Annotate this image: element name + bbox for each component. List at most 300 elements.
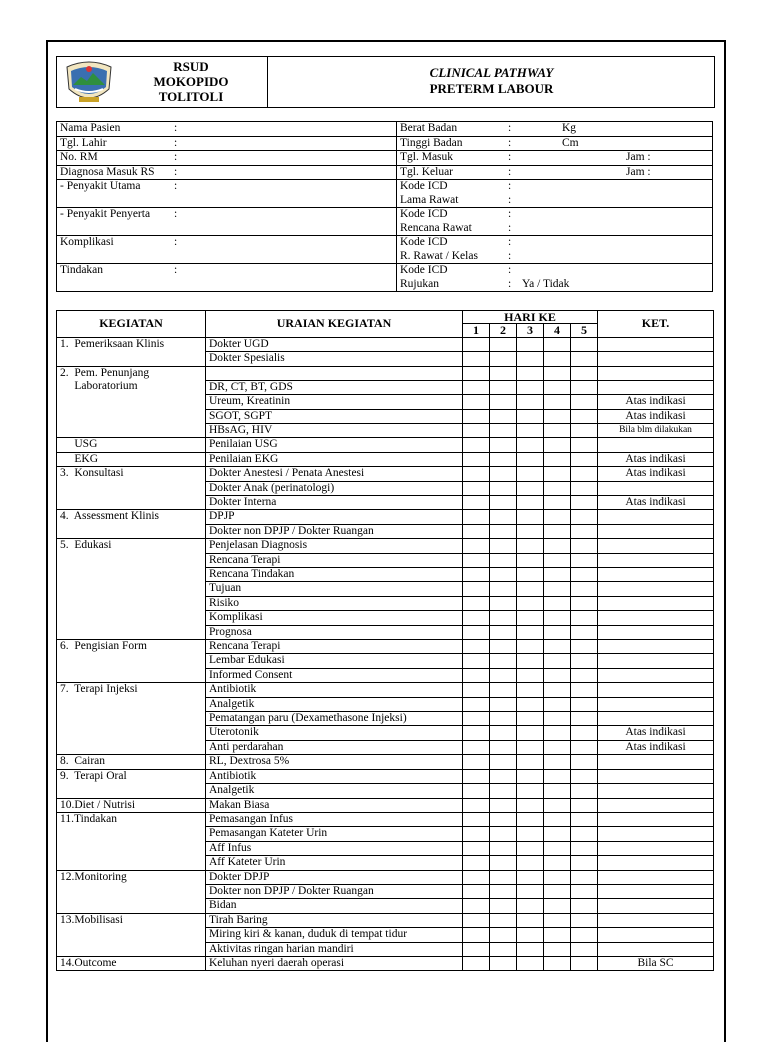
activity-row <box>57 740 714 754</box>
day-checkbox[interactable] <box>517 683 544 697</box>
day-checkbox[interactable] <box>517 942 544 956</box>
day-checkbox[interactable] <box>544 452 571 466</box>
day-checkbox[interactable] <box>571 524 598 538</box>
day-checkbox[interactable] <box>490 827 517 841</box>
day-checkbox[interactable] <box>544 524 571 538</box>
day-header: 3 <box>517 324 544 338</box>
day-checkbox[interactable] <box>517 380 544 394</box>
day-checkbox[interactable] <box>490 568 517 582</box>
day-checkbox[interactable] <box>463 640 490 654</box>
uraian-cell: Analgetik <box>206 784 463 798</box>
activity-row <box>57 812 714 826</box>
kegiatan-cell <box>57 524 206 538</box>
day-checkbox[interactable] <box>571 726 598 740</box>
day-checkbox[interactable] <box>517 697 544 711</box>
day-checkbox[interactable] <box>463 481 490 495</box>
activity-row <box>57 568 714 582</box>
day-checkbox[interactable] <box>463 380 490 394</box>
day-checkbox[interactable] <box>490 784 517 798</box>
day-checkbox[interactable] <box>544 697 571 711</box>
day-checkbox[interactable] <box>571 380 598 394</box>
day-checkbox[interactable] <box>544 812 571 826</box>
day-checkbox[interactable] <box>517 769 544 783</box>
day-checkbox[interactable] <box>571 870 598 884</box>
day-checkbox[interactable] <box>490 913 517 927</box>
day-checkbox[interactable] <box>544 956 571 970</box>
day-checkbox[interactable] <box>490 539 517 553</box>
day-checkbox[interactable] <box>571 913 598 927</box>
day-checkbox[interactable] <box>571 539 598 553</box>
day-header: 1 <box>463 324 490 338</box>
day-checkbox[interactable] <box>490 438 517 452</box>
col-kegiatan-header: KEGIATAN <box>57 311 206 338</box>
day-checkbox[interactable] <box>463 338 490 352</box>
day-checkbox[interactable] <box>490 956 517 970</box>
day-checkbox[interactable] <box>517 452 544 466</box>
day-checkbox[interactable] <box>544 928 571 942</box>
day-checkbox[interactable] <box>571 812 598 826</box>
kegiatan-cell <box>57 712 206 726</box>
day-checkbox[interactable] <box>463 856 490 870</box>
day-checkbox[interactable] <box>571 338 598 352</box>
day-checkbox[interactable] <box>490 928 517 942</box>
info-label: Rencana Rawat <box>400 221 472 234</box>
day-checkbox[interactable] <box>463 668 490 682</box>
day-checkbox[interactable] <box>490 726 517 740</box>
day-checkbox[interactable] <box>490 423 517 437</box>
day-checkbox[interactable] <box>490 524 517 538</box>
day-checkbox[interactable] <box>517 539 544 553</box>
day-checkbox[interactable] <box>490 942 517 956</box>
day-checkbox[interactable] <box>490 625 517 639</box>
day-checkbox[interactable] <box>463 625 490 639</box>
ket-cell <box>598 611 714 625</box>
activity-row <box>57 481 714 495</box>
day-checkbox[interactable] <box>517 654 544 668</box>
day-checkbox[interactable] <box>544 841 571 855</box>
day-checkbox[interactable] <box>571 452 598 466</box>
day-checkbox[interactable] <box>490 769 517 783</box>
day-checkbox[interactable] <box>517 956 544 970</box>
day-checkbox[interactable] <box>463 409 490 423</box>
day-checkbox[interactable] <box>544 395 571 409</box>
day-checkbox[interactable] <box>517 611 544 625</box>
ket-cell: Atas indikasi <box>598 740 714 754</box>
day-checkbox[interactable] <box>490 596 517 610</box>
day-checkbox[interactable] <box>571 956 598 970</box>
day-checkbox[interactable] <box>463 712 490 726</box>
day-checkbox[interactable] <box>463 524 490 538</box>
day-checkbox[interactable] <box>571 495 598 509</box>
day-checkbox[interactable] <box>571 928 598 942</box>
kegiatan-cell <box>57 539 206 553</box>
day-checkbox[interactable] <box>490 510 517 524</box>
day-checkbox[interactable] <box>544 740 571 754</box>
day-checkbox[interactable] <box>490 553 517 567</box>
day-checkbox[interactable] <box>571 625 598 639</box>
day-checkbox[interactable] <box>571 438 598 452</box>
day-checkbox[interactable] <box>463 568 490 582</box>
day-checkbox[interactable] <box>517 467 544 481</box>
day-checkbox[interactable] <box>544 827 571 841</box>
activity-row <box>57 352 714 366</box>
day-checkbox[interactable] <box>517 481 544 495</box>
day-checkbox[interactable] <box>517 553 544 567</box>
uraian-cell: DR, CT, BT, GDS <box>206 380 463 394</box>
ket-cell: Bila SC <box>598 956 714 970</box>
day-checkbox[interactable] <box>490 495 517 509</box>
info-value: Ya / Tidak <box>522 277 570 290</box>
day-checkbox[interactable] <box>571 640 598 654</box>
day-checkbox[interactable] <box>571 654 598 668</box>
day-checkbox[interactable] <box>544 668 571 682</box>
ket-cell <box>598 755 714 769</box>
day-checkbox[interactable] <box>463 366 490 380</box>
ket-cell <box>598 668 714 682</box>
uraian-cell: Dokter Interna <box>206 495 463 509</box>
day-checkbox[interactable] <box>571 884 598 898</box>
day-checkbox[interactable] <box>463 884 490 898</box>
uraian-cell: Pemasangan Infus <box>206 812 463 826</box>
day-checkbox[interactable] <box>463 395 490 409</box>
day-checkbox[interactable] <box>463 769 490 783</box>
day-checkbox[interactable] <box>517 438 544 452</box>
day-checkbox[interactable] <box>463 510 490 524</box>
info-label: Kode ICD <box>400 264 448 276</box>
day-checkbox[interactable] <box>490 712 517 726</box>
uraian-cell: RL, Dextrosa 5% <box>206 755 463 769</box>
patient-info-block: - Penyakit Utama : Kode ICD : Lama Rawat : <box>57 180 713 208</box>
day-checkbox[interactable] <box>544 712 571 726</box>
day-checkbox[interactable] <box>571 740 598 754</box>
uraian-cell: Aktivitas ringan harian mandiri <box>206 942 463 956</box>
day-checkbox[interactable] <box>517 870 544 884</box>
day-checkbox[interactable] <box>517 812 544 826</box>
kegiatan-cell <box>57 452 206 466</box>
uraian-cell: SGOT, SGPT <box>206 409 463 423</box>
day-checkbox[interactable] <box>517 582 544 596</box>
uraian-cell: Antibiotik <box>206 769 463 783</box>
day-checkbox[interactable] <box>571 697 598 711</box>
day-checkbox[interactable] <box>544 625 571 639</box>
activity-row <box>57 395 714 409</box>
info-unit: Kg <box>562 122 577 134</box>
uraian-cell: Dokter non DPJP / Dokter Ruangan <box>206 524 463 538</box>
day-checkbox[interactable] <box>517 668 544 682</box>
day-checkbox[interactable] <box>463 827 490 841</box>
day-checkbox[interactable] <box>490 668 517 682</box>
day-checkbox[interactable] <box>490 683 517 697</box>
day-checkbox[interactable] <box>571 899 598 913</box>
activity-row <box>57 956 714 970</box>
info-label: Nama Pasien <box>60 122 121 134</box>
day-checkbox[interactable] <box>490 395 517 409</box>
day-checkbox[interactable] <box>544 784 571 798</box>
day-checkbox[interactable] <box>571 769 598 783</box>
day-checkbox[interactable] <box>517 841 544 855</box>
day-checkbox[interactable] <box>517 395 544 409</box>
kegiatan-cell <box>57 697 206 711</box>
day-checkbox[interactable] <box>544 640 571 654</box>
ket-cell <box>598 712 714 726</box>
ket-cell <box>598 841 714 855</box>
day-checkbox[interactable] <box>544 596 571 610</box>
day-checkbox[interactable] <box>571 596 598 610</box>
day-checkbox[interactable] <box>463 870 490 884</box>
kegiatan-cell <box>57 870 206 884</box>
pathway-table <box>56 310 714 971</box>
activity-row <box>57 683 714 697</box>
day-checkbox[interactable] <box>463 740 490 754</box>
activity-row <box>57 928 714 942</box>
day-checkbox[interactable] <box>544 568 571 582</box>
day-checkbox[interactable] <box>544 913 571 927</box>
kegiatan-cell <box>57 769 206 783</box>
info-label: Tgl. Lahir <box>60 136 107 149</box>
activity-row <box>57 366 714 380</box>
day-checkbox[interactable] <box>544 338 571 352</box>
day-checkbox[interactable] <box>571 683 598 697</box>
day-checkbox[interactable] <box>571 481 598 495</box>
day-checkbox[interactable] <box>490 352 517 366</box>
day-checkbox[interactable] <box>544 380 571 394</box>
day-checkbox[interactable] <box>571 712 598 726</box>
ket-cell <box>598 913 714 927</box>
day-checkbox[interactable] <box>517 625 544 639</box>
day-checkbox[interactable] <box>463 611 490 625</box>
activity-row <box>57 582 714 596</box>
day-checkbox[interactable] <box>517 338 544 352</box>
day-checkbox[interactable] <box>490 899 517 913</box>
day-checkbox[interactable] <box>571 856 598 870</box>
activity-row <box>57 827 714 841</box>
day-checkbox[interactable] <box>490 812 517 826</box>
day-checkbox[interactable] <box>463 438 490 452</box>
day-checkbox[interactable] <box>490 870 517 884</box>
day-checkbox[interactable] <box>517 568 544 582</box>
ket-cell <box>598 928 714 942</box>
day-checkbox[interactable] <box>544 611 571 625</box>
day-checkbox[interactable] <box>490 697 517 711</box>
info-label: Diagnosa Masuk RS <box>60 165 155 178</box>
day-checkbox[interactable] <box>544 870 571 884</box>
ket-cell <box>598 884 714 898</box>
day-checkbox[interactable] <box>517 640 544 654</box>
day-checkbox[interactable] <box>463 683 490 697</box>
activity-row <box>57 524 714 538</box>
ket-cell <box>598 380 714 394</box>
day-checkbox[interactable] <box>463 812 490 826</box>
day-checkbox[interactable] <box>490 740 517 754</box>
day-checkbox[interactable] <box>490 409 517 423</box>
kegiatan-cell <box>57 827 206 841</box>
day-checkbox[interactable] <box>463 798 490 812</box>
day-checkbox[interactable] <box>571 841 598 855</box>
day-checkbox[interactable] <box>517 798 544 812</box>
uraian-cell: Dokter UGD <box>206 338 463 352</box>
activity-row <box>57 611 714 625</box>
day-checkbox[interactable] <box>571 582 598 596</box>
day-checkbox[interactable] <box>517 913 544 927</box>
day-checkbox[interactable] <box>463 352 490 366</box>
day-checkbox[interactable] <box>571 409 598 423</box>
day-checkbox[interactable] <box>544 654 571 668</box>
ket-cell <box>598 438 714 452</box>
day-checkbox[interactable] <box>463 582 490 596</box>
day-checkbox[interactable] <box>490 654 517 668</box>
day-checkbox[interactable] <box>490 755 517 769</box>
day-checkbox[interactable] <box>490 452 517 466</box>
day-checkbox[interactable] <box>463 928 490 942</box>
day-checkbox[interactable] <box>490 841 517 855</box>
day-checkbox[interactable] <box>490 856 517 870</box>
kegiatan-label: 6. Pengisian Form <box>60 640 147 653</box>
day-checkbox[interactable] <box>463 913 490 927</box>
kegiatan-cell <box>57 784 206 798</box>
day-checkbox[interactable] <box>571 395 598 409</box>
day-checkbox[interactable] <box>463 784 490 798</box>
day-checkbox[interactable] <box>517 510 544 524</box>
day-checkbox[interactable] <box>571 755 598 769</box>
day-checkbox[interactable] <box>544 553 571 567</box>
kegiatan-cell <box>57 568 206 582</box>
day-checkbox[interactable] <box>571 942 598 956</box>
ket-cell <box>598 870 714 884</box>
day-checkbox[interactable] <box>490 611 517 625</box>
day-checkbox[interactable] <box>571 366 598 380</box>
day-checkbox[interactable] <box>544 755 571 769</box>
kegiatan-cell <box>57 841 206 855</box>
ket-cell <box>598 683 714 697</box>
day-checkbox[interactable] <box>517 899 544 913</box>
kegiatan-cell <box>57 409 206 423</box>
day-checkbox[interactable] <box>544 899 571 913</box>
day-checkbox[interactable] <box>544 539 571 553</box>
day-checkbox[interactable] <box>544 798 571 812</box>
day-checkbox[interactable] <box>490 481 517 495</box>
day-checkbox[interactable] <box>517 423 544 437</box>
ket-cell <box>598 654 714 668</box>
day-checkbox[interactable] <box>490 467 517 481</box>
day-checkbox[interactable] <box>571 827 598 841</box>
day-checkbox[interactable] <box>571 553 598 567</box>
day-checkbox[interactable] <box>544 423 571 437</box>
day-checkbox[interactable] <box>544 582 571 596</box>
day-checkbox[interactable] <box>517 928 544 942</box>
day-checkbox[interactable] <box>490 338 517 352</box>
day-checkbox[interactable] <box>544 467 571 481</box>
day-checkbox[interactable] <box>490 798 517 812</box>
day-checkbox[interactable] <box>544 856 571 870</box>
day-checkbox[interactable] <box>463 726 490 740</box>
day-checkbox[interactable] <box>571 611 598 625</box>
day-checkbox[interactable] <box>544 510 571 524</box>
activity-row <box>57 495 714 509</box>
day-checkbox[interactable] <box>490 884 517 898</box>
day-checkbox[interactable] <box>571 423 598 437</box>
day-checkbox[interactable] <box>463 755 490 769</box>
day-checkbox[interactable] <box>517 366 544 380</box>
day-checkbox[interactable] <box>490 366 517 380</box>
kegiatan-label: 2. Pem. Penunjang <box>60 366 150 379</box>
day-checkbox[interactable] <box>517 524 544 538</box>
day-checkbox[interactable] <box>571 784 598 798</box>
day-checkbox[interactable] <box>463 539 490 553</box>
activity-row <box>57 755 714 769</box>
day-checkbox[interactable] <box>463 553 490 567</box>
day-checkbox[interactable] <box>463 596 490 610</box>
day-checkbox[interactable] <box>463 452 490 466</box>
day-checkbox[interactable] <box>517 495 544 509</box>
day-checkbox[interactable] <box>544 352 571 366</box>
day-checkbox[interactable] <box>517 755 544 769</box>
day-checkbox[interactable] <box>544 495 571 509</box>
day-checkbox[interactable] <box>517 409 544 423</box>
info-label: Rujukan <box>400 277 439 290</box>
day-checkbox[interactable] <box>490 582 517 596</box>
day-checkbox[interactable] <box>544 366 571 380</box>
ket-cell <box>598 827 714 841</box>
uraian-cell: Miring kiri & kanan, duduk di tempat tidur <box>206 928 463 942</box>
day-checkbox[interactable] <box>490 640 517 654</box>
day-checkbox[interactable] <box>463 423 490 437</box>
day-checkbox[interactable] <box>571 510 598 524</box>
day-checkbox[interactable] <box>544 683 571 697</box>
info-label: No. RM <box>60 151 98 163</box>
day-checkbox[interactable] <box>463 697 490 711</box>
kegiatan-label: 12.Monitoring <box>60 870 127 883</box>
day-checkbox[interactable] <box>463 899 490 913</box>
day-checkbox[interactable] <box>517 884 544 898</box>
ket-cell <box>598 798 714 812</box>
day-checkbox[interactable] <box>517 726 544 740</box>
day-checkbox[interactable] <box>544 942 571 956</box>
day-checkbox[interactable] <box>517 784 544 798</box>
day-checkbox[interactable] <box>517 352 544 366</box>
day-checkbox[interactable] <box>517 712 544 726</box>
kegiatan-cell <box>57 956 206 970</box>
day-checkbox[interactable] <box>571 352 598 366</box>
uraian-cell: Keluhan nyeri daerah operasi <box>206 956 463 970</box>
day-checkbox[interactable] <box>571 798 598 812</box>
day-checkbox[interactable] <box>463 467 490 481</box>
ket-cell <box>598 625 714 639</box>
day-checkbox[interactable] <box>490 380 517 394</box>
day-checkbox[interactable] <box>463 654 490 668</box>
day-checkbox[interactable] <box>571 668 598 682</box>
day-checkbox[interactable] <box>463 956 490 970</box>
ket-cell <box>598 942 714 956</box>
day-checkbox[interactable] <box>463 495 490 509</box>
day-checkbox[interactable] <box>544 726 571 740</box>
day-checkbox[interactable] <box>571 467 598 481</box>
day-checkbox[interactable] <box>517 827 544 841</box>
activity-row <box>57 841 714 855</box>
day-checkbox[interactable] <box>517 596 544 610</box>
uraian-cell <box>206 366 463 380</box>
day-checkbox[interactable] <box>544 438 571 452</box>
day-checkbox[interactable] <box>571 568 598 582</box>
day-checkbox[interactable] <box>544 481 571 495</box>
day-checkbox[interactable] <box>463 841 490 855</box>
day-checkbox[interactable] <box>463 942 490 956</box>
day-checkbox[interactable] <box>517 740 544 754</box>
day-checkbox[interactable] <box>544 769 571 783</box>
day-checkbox[interactable] <box>517 856 544 870</box>
day-checkbox[interactable] <box>544 409 571 423</box>
uraian-cell: Tirah Baring <box>206 913 463 927</box>
day-checkbox[interactable] <box>544 884 571 898</box>
